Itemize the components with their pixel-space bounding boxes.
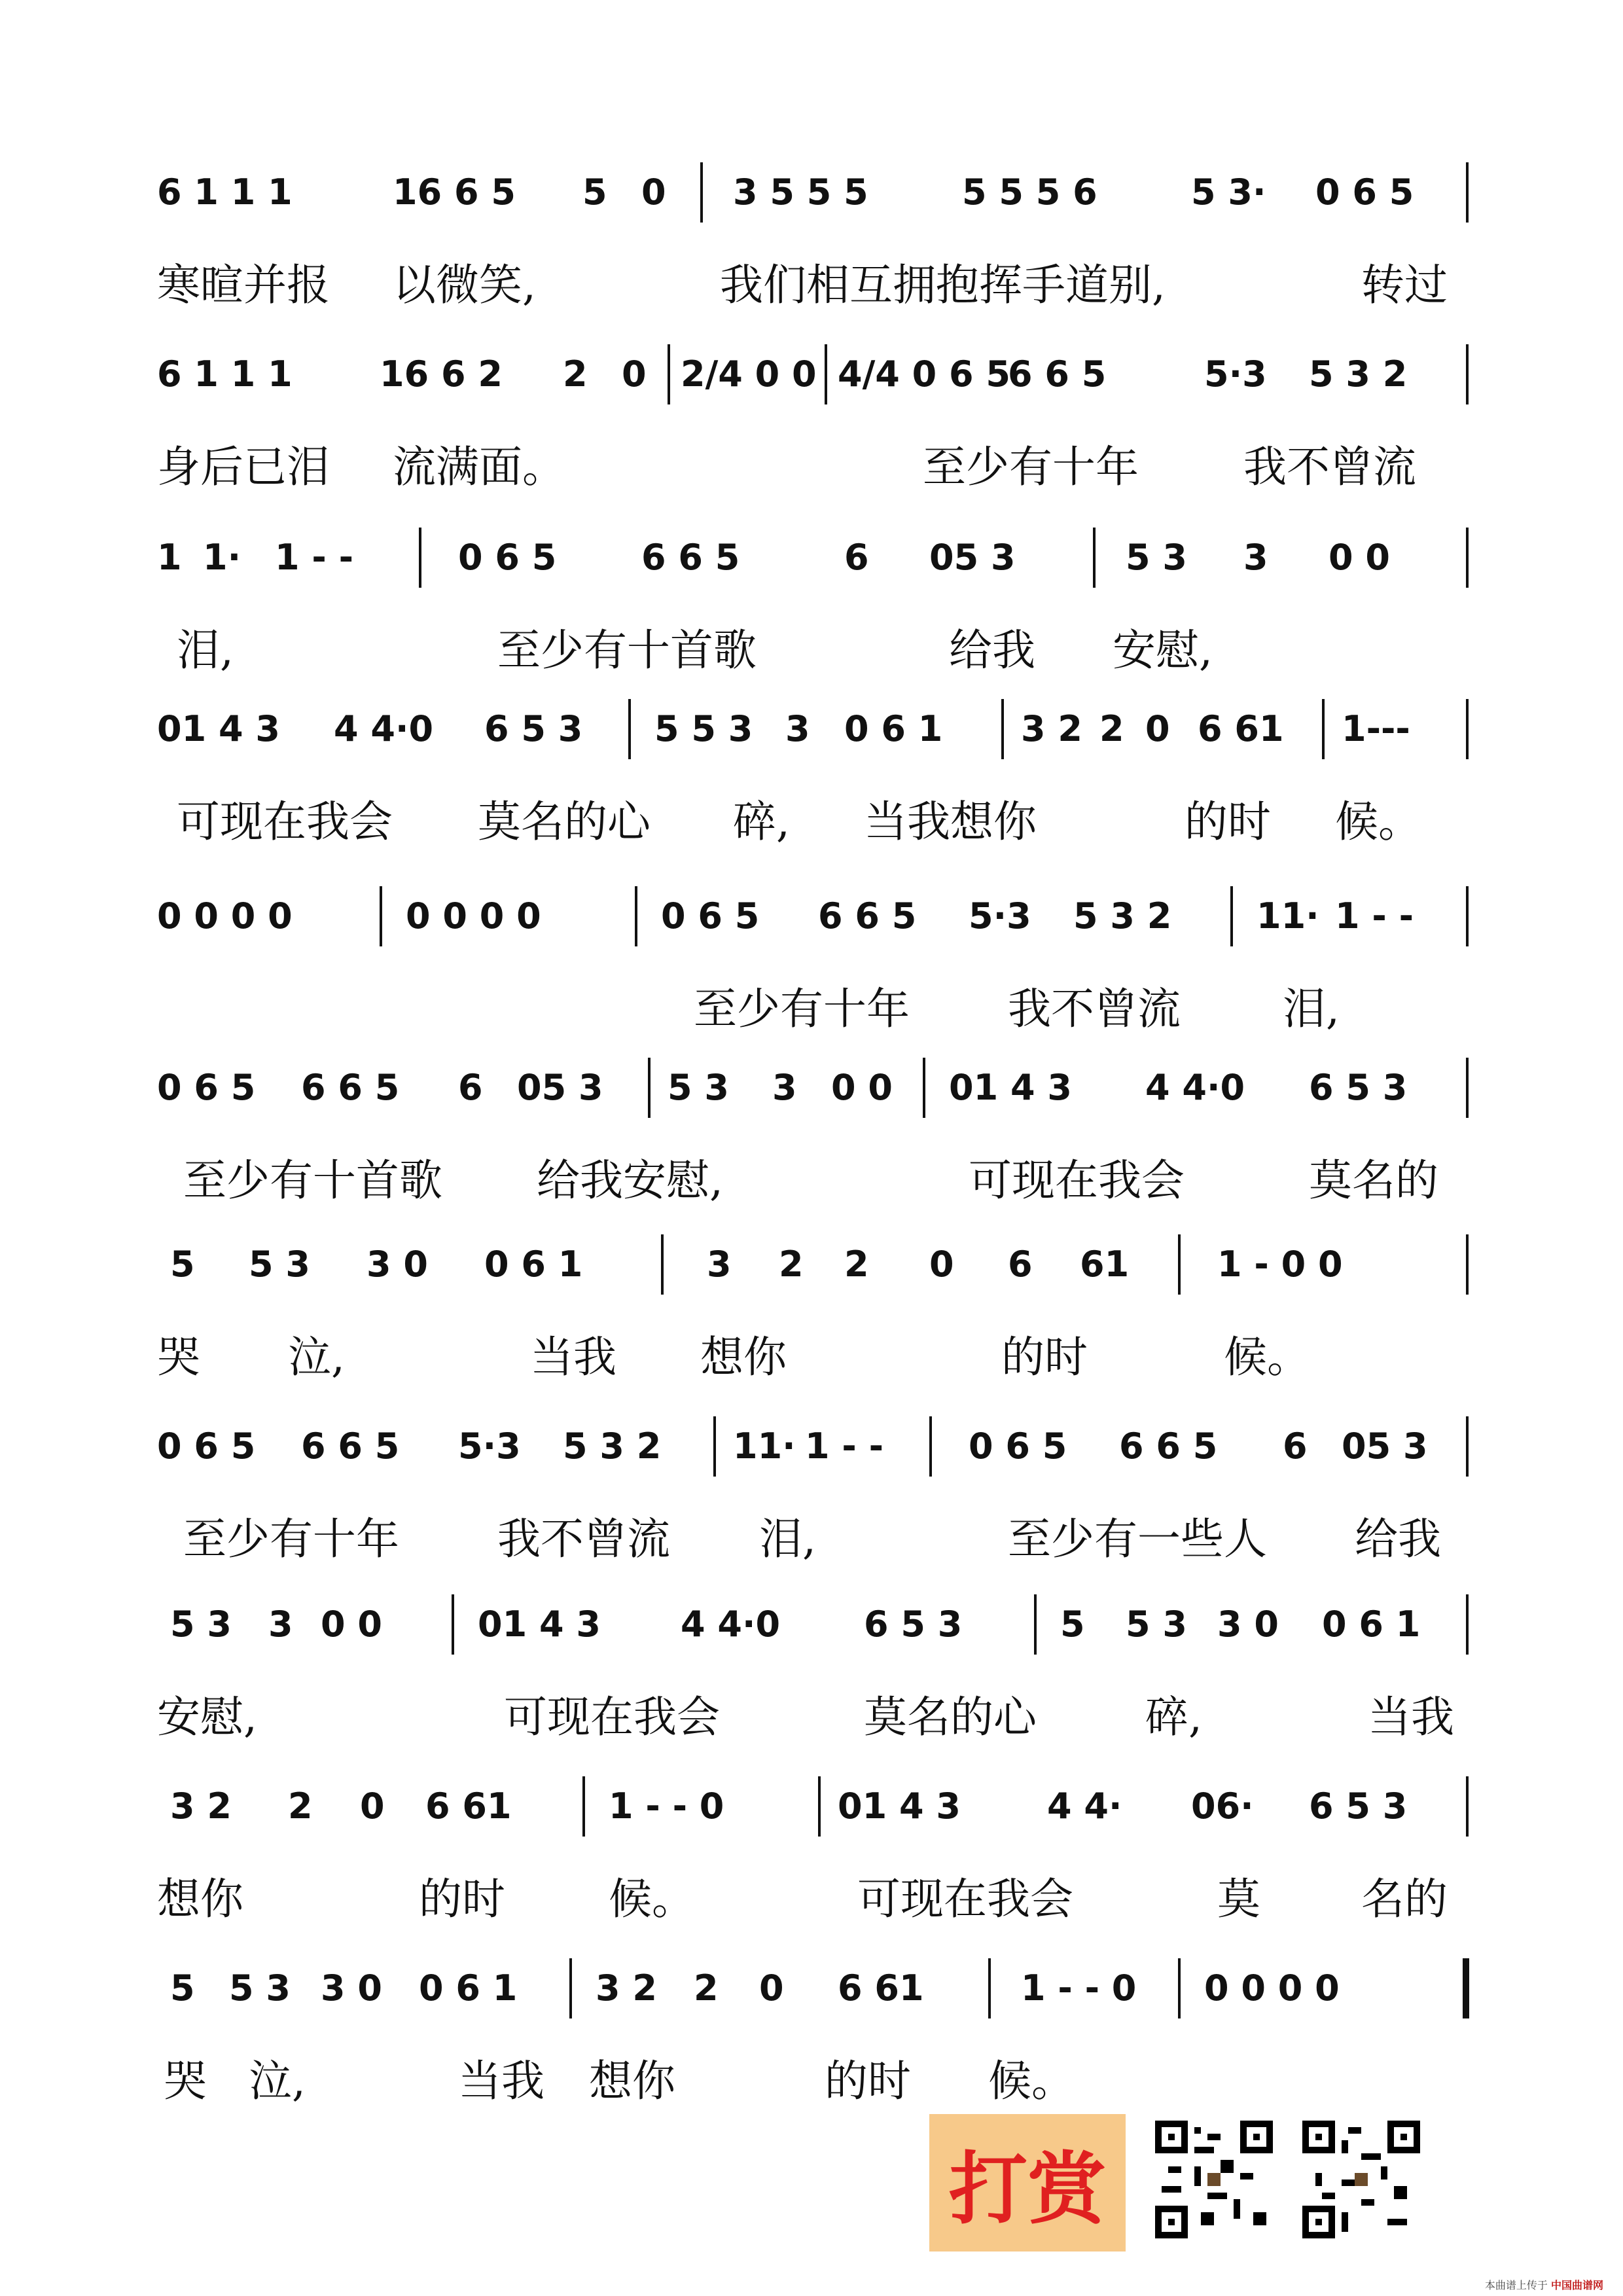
lyric: 碎, [733, 797, 790, 847]
notes-row [157, 171, 1472, 224]
barline [1178, 1234, 1181, 1295]
note-group: 3 5 5 5 [733, 171, 868, 213]
note-group: 0 6 5 [157, 1067, 256, 1108]
time-signature-group: 2/4 0 0 [681, 353, 817, 395]
tip-button[interactable] [929, 2114, 1126, 2251]
note-group: 16 6 5 [393, 171, 516, 213]
note-group: 2 [563, 353, 588, 395]
note-group: 5 3 [1126, 537, 1187, 578]
note-group: 6 6 5 [641, 537, 740, 578]
note-group: 5 3 [170, 1604, 232, 1645]
barline [1466, 886, 1469, 946]
note-group: 1 [157, 537, 182, 578]
note-group: 6 6 5 [818, 895, 917, 937]
note-group: 6 6 5 [1008, 353, 1107, 395]
lyric: 泣, [288, 1332, 345, 1382]
note-group: 0 0 0 0 [406, 895, 541, 937]
note-group: 0 0 [1329, 537, 1390, 578]
lyrics-row [157, 787, 1472, 846]
note-group: 01 4 3 [478, 1604, 601, 1645]
note-group: 06· [1191, 1785, 1254, 1827]
barline [1466, 1776, 1469, 1837]
note-group: 0 6 1 [844, 708, 943, 749]
note-group: 4 4· [1047, 1785, 1122, 1827]
barline [1466, 699, 1469, 759]
lyric: 的时 [825, 2056, 911, 2106]
lyrics-row [157, 1682, 1472, 1741]
lyric: 泪, [1283, 984, 1340, 1034]
lyrics-row [157, 1322, 1472, 1381]
lyric: 流满面。 [393, 442, 565, 492]
note-group: 01 4 3 [949, 1067, 1072, 1108]
note-group: 5 3· [1191, 171, 1266, 213]
lyric: 候。 [609, 1874, 695, 1924]
barline [929, 1416, 932, 1477]
note-group: 3 [707, 1244, 732, 1285]
note-group: 5·3 [969, 895, 1031, 937]
lyric: 想你 [157, 1874, 243, 1924]
barline [818, 1776, 821, 1837]
note-group: 3 0 [321, 1967, 382, 2009]
lyric: 安慰, [1113, 625, 1213, 675]
notes-row [157, 708, 1472, 761]
barline [1466, 162, 1469, 223]
lyric: 当我想你 [864, 797, 1037, 847]
lyric: 当我 [458, 2056, 544, 2106]
barline [452, 1594, 454, 1655]
note-group: 0 0 [321, 1604, 382, 1645]
barline [1093, 528, 1096, 588]
note-group: 0 6 1 [1322, 1604, 1421, 1645]
lyrics-row [157, 615, 1472, 674]
note-group: 1 - - [1335, 895, 1414, 937]
note-group: 5 [582, 171, 607, 213]
note-group: 3 [1243, 537, 1268, 578]
note-group: 6 [1008, 1244, 1033, 1285]
note-group: 0 [929, 1244, 954, 1285]
lyric: 想你 [700, 1332, 787, 1382]
note-group: 6 [844, 537, 869, 578]
note-group: 0 6 5 [458, 537, 557, 578]
barline [1178, 1958, 1181, 2018]
note-group: 5 3 2 [1073, 895, 1172, 937]
lyric: 转过 [1361, 260, 1448, 310]
lyric: 可现在我会 [857, 1874, 1073, 1924]
note-group: 0 [1145, 708, 1170, 749]
lyric: 的时 [419, 1874, 505, 1924]
lyric: 可现在我会 [504, 1692, 720, 1742]
lyric: 莫名的心 [864, 1692, 1037, 1742]
note-group: 6 6 5 [1119, 1426, 1218, 1467]
lyrics-row [157, 1504, 1472, 1563]
notation-system-6 [157, 1067, 1472, 1237]
note-group: 3 0 [1217, 1604, 1279, 1645]
note-group: 2 [844, 1244, 869, 1285]
barline [582, 1776, 585, 1837]
lyric: 当我 [530, 1332, 616, 1382]
note-group: 1· [203, 537, 241, 578]
note-group: 0 6 1 [419, 1967, 518, 2009]
note-group: 0 [759, 1967, 784, 2009]
barline [825, 344, 827, 404]
barline [1001, 699, 1004, 759]
lyric: 泣, [249, 2056, 306, 2106]
note-group: 0 6 1 [484, 1244, 583, 1285]
note-group: 5 3 [668, 1067, 729, 1108]
note-group: 6 6 5 [301, 1067, 400, 1108]
tip-label: 打赏 [949, 2144, 1106, 2235]
note-group: 5 3 [249, 1244, 310, 1285]
note-group: 0 0 0 0 [157, 895, 293, 937]
note-group: 6 61 [425, 1785, 512, 1827]
note-group: 0 6 5 [1315, 171, 1414, 213]
note-group: 5 3 [229, 1967, 291, 2009]
note-group: 05 3 [1342, 1426, 1428, 1467]
note-group: 5·3 [458, 1426, 521, 1467]
barline [635, 886, 637, 946]
note-group: 0 6 5 [157, 1426, 256, 1467]
lyric: 泪, [759, 1514, 816, 1564]
barline [1034, 1594, 1037, 1655]
lyrics-row [157, 432, 1472, 491]
barline [988, 1958, 991, 2018]
note-group: 5 3 [1126, 1604, 1187, 1645]
note-group: 5 [170, 1244, 195, 1285]
note-group: 16 6 2 [380, 353, 503, 395]
barline [1322, 699, 1325, 759]
notes-row [157, 1067, 1472, 1119]
lyric: 泪, [177, 625, 234, 675]
barline [569, 1958, 572, 2018]
note-group: 2 [288, 1785, 313, 1827]
note-group: 61 [1080, 1244, 1130, 1285]
lyric: 至少有一些人 [1008, 1514, 1267, 1564]
lyric: 候。 [1335, 797, 1421, 847]
notation-system-4 [157, 708, 1472, 878]
footer-credit [1485, 2277, 1603, 2292]
note-group: 6 6 5 [301, 1426, 400, 1467]
note-group: 6 1 1 1 [157, 171, 293, 213]
note-group: 6 5 3 [864, 1604, 963, 1645]
lyric: 莫 [1217, 1874, 1260, 1924]
note-group: 5 3 2 [563, 1426, 662, 1467]
note-group: 6 61 [838, 1967, 924, 2009]
notation-system-1 [157, 171, 1472, 342]
note-group: 3 0 [366, 1244, 428, 1285]
notation-system-5 [157, 895, 1472, 1066]
notation-system-9 [157, 1604, 1472, 1774]
barline [1466, 528, 1469, 588]
notes-row [157, 895, 1472, 948]
note-group: 0 [360, 1785, 385, 1827]
barline [1466, 1594, 1469, 1655]
note-group: 5 5 5 6 [962, 171, 1097, 213]
note-group: 3 [268, 1604, 293, 1645]
lyric: 的时 [1001, 1332, 1088, 1382]
note-group: 2 [1099, 708, 1124, 749]
lyrics-row [157, 974, 1472, 1033]
notation-system-7 [157, 1244, 1472, 1414]
notes-row [157, 1967, 1472, 2020]
barline [648, 1058, 651, 1118]
note-group: 01 4 3 [838, 1785, 961, 1827]
barline [1230, 886, 1233, 946]
note-group: 6 [1283, 1426, 1308, 1467]
notes-row [157, 537, 1472, 589]
note-group: 3 2 [170, 1785, 232, 1827]
note-group: 5 5 3 [654, 708, 753, 749]
note-group: 0 [622, 353, 647, 395]
note-group: 1 - - [805, 1426, 883, 1467]
note-group: 0 6 5 [969, 1426, 1067, 1467]
lyric: 莫名的 [1309, 1155, 1438, 1206]
note-group: 01 4 3 [157, 708, 280, 749]
barline [1466, 1058, 1469, 1118]
note-group: 3 2 [1021, 708, 1082, 749]
barline [419, 528, 421, 588]
notation-system-2 [157, 353, 1472, 524]
final-barline [1463, 1958, 1469, 2018]
lyric: 安慰, [157, 1692, 257, 1742]
barline [1466, 1234, 1469, 1295]
lyric: 至少有十年 [923, 442, 1139, 492]
lyric: 哭 [157, 1332, 200, 1382]
note-group: 4 4·0 [681, 1604, 781, 1645]
note-group: 6 5 3 [1309, 1067, 1408, 1108]
lyric: 想你 [589, 2056, 675, 2106]
lyric: 碎, [1145, 1692, 1202, 1742]
barline [923, 1058, 925, 1118]
notes-row [157, 1785, 1472, 1838]
lyric: 哭 [164, 2056, 207, 2106]
note-group: 0 0 0 0 [1204, 1967, 1340, 2009]
note-group: 0 6 5 [661, 895, 760, 937]
lyric: 可现在我会 [969, 1155, 1185, 1206]
lyric: 可现在我会 [177, 797, 393, 847]
lyric: 寒暄并报 [157, 260, 330, 310]
note-group: 6 [458, 1067, 483, 1108]
note-group: 4 4·0 [334, 708, 434, 749]
lyric: 我不曾流 [1243, 442, 1416, 492]
notation-system-8 [157, 1426, 1472, 1596]
barline [380, 886, 382, 946]
notes-row [157, 353, 1472, 406]
note-group: 6 1 1 1 [157, 353, 293, 395]
qr-code-icon [1302, 2121, 1420, 2238]
lyric: 我不曾流 [497, 1514, 670, 1564]
barline [628, 699, 631, 759]
notes-row [157, 1244, 1472, 1296]
note-group: 1 - - 0 [1021, 1967, 1137, 2009]
note-group: 6 61 [1198, 708, 1284, 749]
lyric: 给我 [949, 625, 1035, 675]
note-group: 1 - - [275, 537, 353, 578]
note-group: 5 3 2 [1309, 353, 1408, 395]
footer-text: 本曲谱上传于 [1484, 2279, 1548, 2291]
lyric: 名的 [1361, 1874, 1448, 1924]
time-signature-group: 4/4 0 6 5 [838, 353, 1010, 395]
lyric: 至少有十年 [694, 984, 910, 1034]
lyric: 以微笑, [393, 260, 536, 310]
lyric: 候。 [1224, 1332, 1310, 1382]
note-group: 6 5 3 [484, 708, 583, 749]
lyrics-row [157, 1864, 1472, 1923]
lyrics-row [157, 250, 1472, 309]
lyric: 的时 [1185, 797, 1271, 847]
note-group: 0 [641, 171, 666, 213]
notation-system-10 [157, 1785, 1472, 1956]
note-group: 11· [733, 1426, 796, 1467]
lyric: 给我 [1355, 1514, 1441, 1564]
notes-row [157, 1604, 1472, 1656]
note-group: 3 [785, 708, 810, 749]
note-group: 05 3 [929, 537, 1016, 578]
lyric: 至少有十首歌 [497, 625, 757, 675]
barline [668, 344, 670, 404]
lyric: 至少有十年 [183, 1514, 399, 1564]
notation-system-3 [157, 537, 1472, 707]
notation-system-11 [157, 1967, 1472, 2138]
lyric: 候。 [988, 2056, 1075, 2106]
lyric: 至少有十首歌 [183, 1155, 442, 1206]
lyric: 我们相互拥抱挥手道别, [720, 260, 1166, 310]
barline [713, 1416, 716, 1477]
lyric: 当我 [1368, 1692, 1454, 1742]
lyrics-row [157, 1145, 1472, 1204]
notes-row [157, 1426, 1472, 1478]
note-group: 0 0 [831, 1067, 893, 1108]
note-group: 2 [694, 1967, 719, 2009]
barline [1466, 1416, 1469, 1477]
note-group: 2 [779, 1244, 804, 1285]
lyric: 莫名的心 [478, 797, 651, 847]
barline [1466, 344, 1469, 404]
note-group: 6 5 3 [1309, 1785, 1408, 1827]
note-group: 3 [772, 1067, 797, 1108]
qr-code-icon [1155, 2121, 1273, 2238]
note-group: 1 - - 0 [609, 1785, 724, 1827]
lyric: 我不曾流 [1008, 984, 1181, 1034]
note-group: 3 2 [596, 1967, 657, 2009]
note-group: 5 [1060, 1604, 1085, 1645]
lyrics-row [157, 2046, 1472, 2105]
barline [700, 162, 703, 223]
lyric: 身后已泪 [157, 442, 330, 492]
note-group: 05 3 [517, 1067, 603, 1108]
barline [661, 1234, 664, 1295]
note-group: 4 4·0 [1145, 1067, 1245, 1108]
footer-site: 中国曲谱网 [1550, 2279, 1603, 2291]
note-group: 11· [1257, 895, 1319, 937]
lyric: 给我安慰, [537, 1155, 723, 1206]
note-group: 5·3 [1204, 353, 1267, 395]
note-group: 5 [170, 1967, 195, 2009]
note-group: 1--- [1342, 708, 1410, 749]
note-group: 1 - 0 0 [1217, 1244, 1343, 1285]
